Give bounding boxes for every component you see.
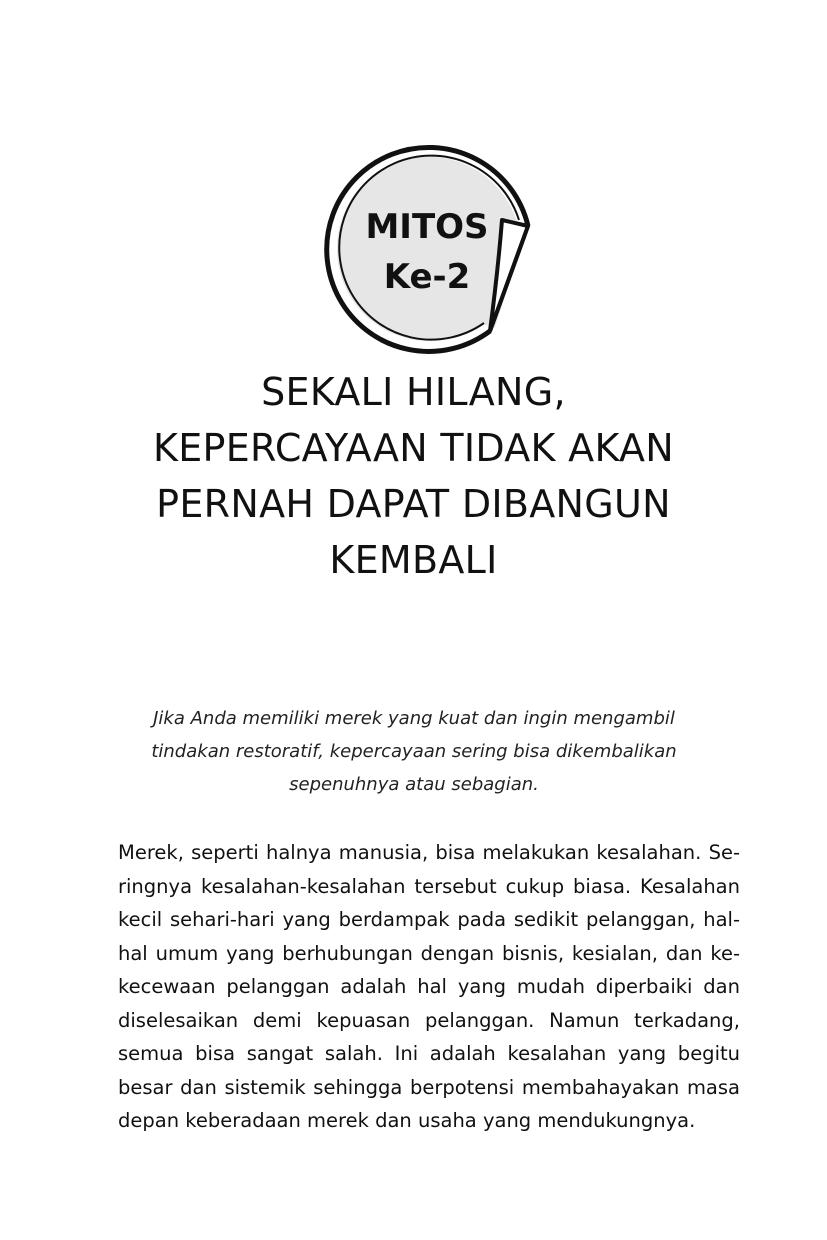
badge-line-number: Ke-2 bbox=[383, 257, 471, 297]
chapter-badge bbox=[322, 140, 537, 355]
epigraph-line: Jika Anda memiliki merek yang kuat dan ingin mengambil bbox=[153, 708, 675, 729]
epigraph-line: tindakan restoratif, kepercayaan sering bisa dikembalikan bbox=[151, 741, 677, 762]
body-paragraph bbox=[118, 836, 740, 1138]
badge-label bbox=[322, 202, 532, 302]
badge-line-mitos: MITOS bbox=[365, 207, 489, 247]
body-line: semua bisa sangat salah. Ini adalah kesalahan yang begitu bbox=[118, 1042, 740, 1065]
title-line: PERNAH DAPAT DIBANGUN bbox=[156, 482, 671, 526]
title-line: KEMBALI bbox=[329, 538, 498, 582]
title-line: SEKALI HILANG, bbox=[261, 370, 566, 414]
body-line: kecil sehari-hari yang berdampak pada sedikit pelanggan, hal- bbox=[118, 908, 740, 931]
epigraph bbox=[120, 702, 708, 801]
body-line: besar dan sistemik sehingga berpotensi membahayakan masa bbox=[118, 1075, 740, 1099]
chapter-title bbox=[60, 364, 767, 588]
body-line: hal umum yang berhubungan dengan bisnis, kesialan, dan ke- bbox=[118, 941, 740, 965]
epigraph-line: sepenuhnya atau sebagian. bbox=[289, 774, 539, 795]
body-line: Merek, seperti halnya manusia, bisa melakukan kesalahan. Se- bbox=[118, 841, 740, 864]
body-line: depan keberadaan merek dan usaha yang mendukungnya. bbox=[118, 1109, 696, 1132]
body-line: ringnya kesalahan-kesalahan tersebut cukup biasa. Kesalahan bbox=[118, 874, 740, 898]
title-line: KEPERCAYAAN TIDAK AKAN bbox=[152, 426, 675, 470]
body-line: kecewaan pelanggan adalah hal yang mudah diperbaiki dan bbox=[118, 975, 740, 998]
body-line: diselesaikan demi kepuasan pelanggan. Namun terkadang, bbox=[118, 1008, 740, 1032]
